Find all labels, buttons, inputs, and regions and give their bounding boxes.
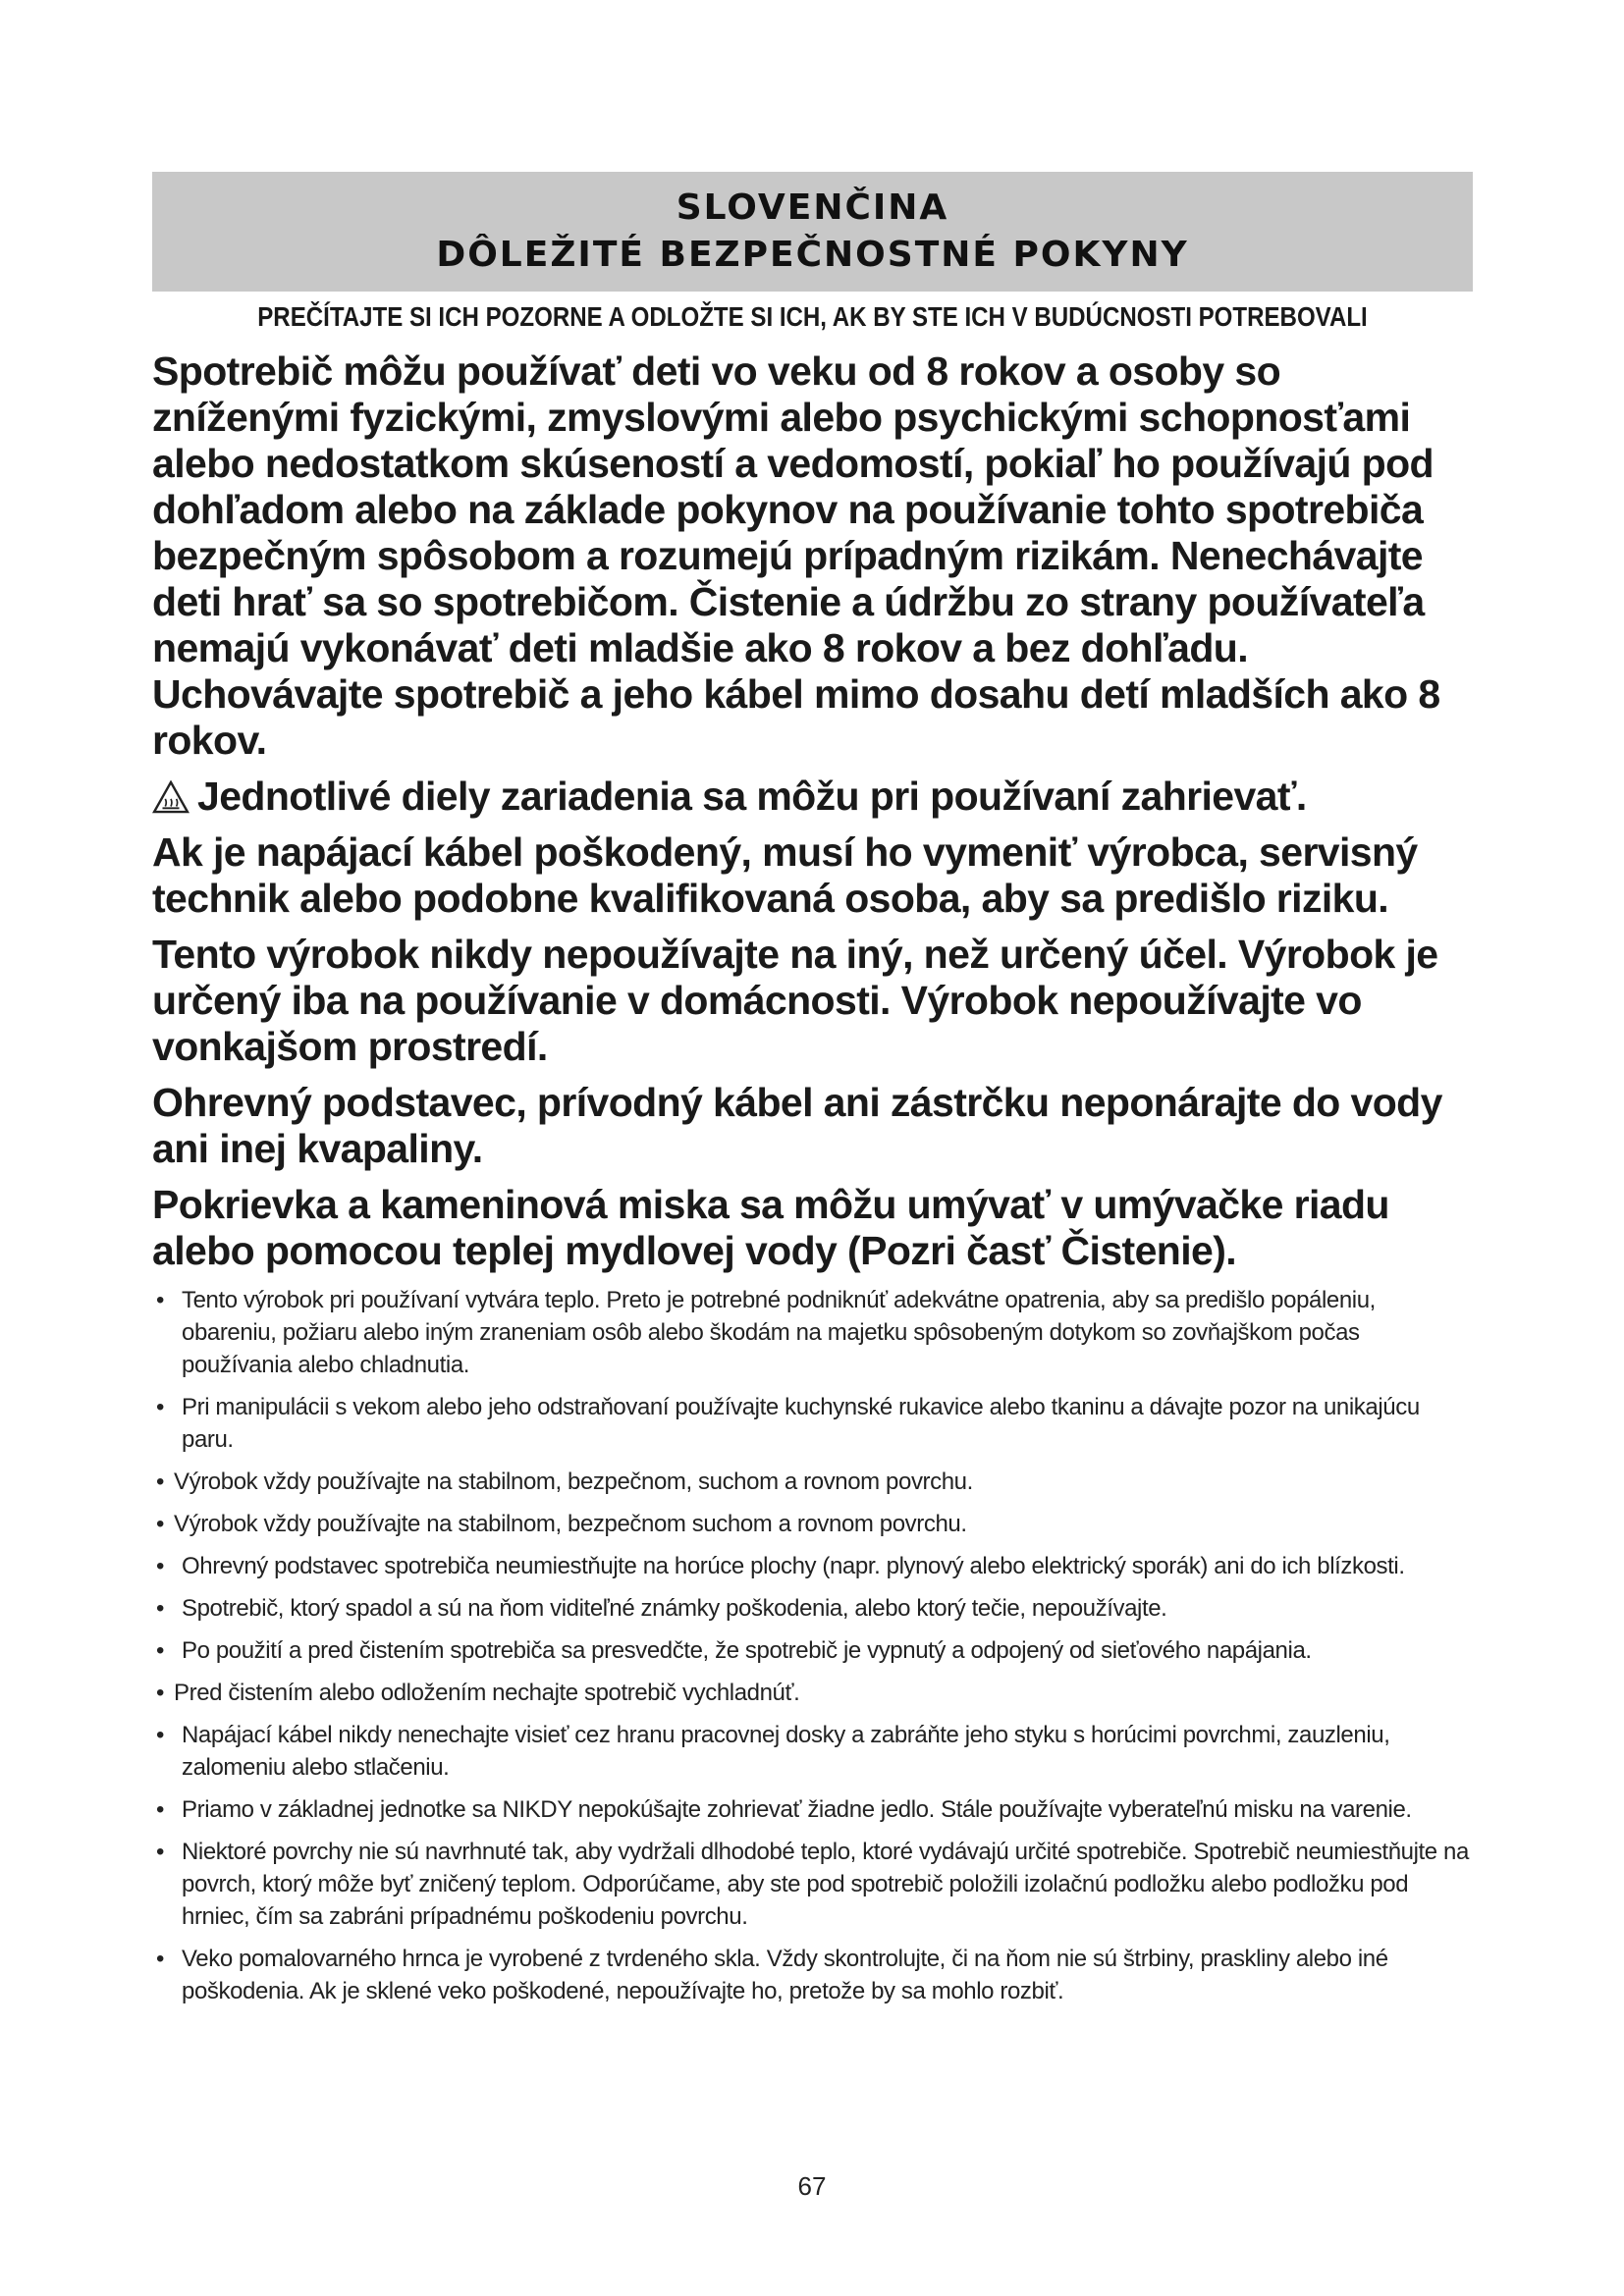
list-item: • Výrobok vždy používajte na stabilnom, bezpečnom, suchom a rovnom povrchu.	[156, 1468, 973, 1495]
hot-surface-warning-icon	[152, 780, 189, 814]
list-item: • Napájací kábel nikdy nenechajte visieť cez hranu pracovnej dosky a zabráňte jeho styku s horúcimi povrchmi, zauzleniu, zalomeniu alebo stlačeniu.	[156, 1722, 1390, 1781]
list-item: • Priamo v základnej jednotke sa NIKDY nepokúšajte zohrievať žiadne jedlo. Stále používajte vyberateľnú misku na varenie.	[156, 1796, 1412, 1823]
safety-bullet-list	[152, 1284, 1473, 2007]
list-item: • Niektoré povrchy nie sú navrhnuté tak, aby vydržali dlhodobé teplo, ktoré vydávajú určité spotrebiče. Spotrebič neumiestňujte na povrch, ktorý môže byť zničený teplom. Odporúčame, aby ste pod spotrebič položili izolačnú podložku alebo podložku pod hrniec, čím sa zabráni prípadnému poškodeniu povrchu.	[156, 1839, 1469, 1930]
language-title: SLOVENČINA	[676, 187, 949, 228]
paragraph-hot-parts	[152, 774, 1473, 820]
list-item: • Pred čistením alebo odložením nechajte spotrebič vychladnúť.	[156, 1680, 800, 1706]
page-number: 67	[797, 2171, 827, 2201]
hot-parts-text: Jednotlivé diely zariadenia sa môžu pri používaní zahrievať.	[197, 774, 1307, 819]
read-instructions-subtitle: PREČÍTAJTE SI ICH POZORNE A ODLOŽTE SI ICH, AK BY STE ICH V BUDÚCNOSTI POTREBOVALI	[257, 301, 1368, 332]
list-item: • Výrobok vždy používajte na stabilnom, bezpečnom suchom a rovnom povrchu.	[156, 1511, 967, 1537]
paragraph-children-usage: Spotrebič môžu používať deti vo veku od 8 rokov a osoby so zníženými fyzickými, zmyslovými alebo psychickými schopnosťami alebo nedostatkom skúseností a vedomostí, pokiaľ ho používajú pod dohľadom alebo na základe pokynov na používanie tohto spotrebiča bezpečným spôsobom a rozumejú prípadným rizikám. Nenechávajte deti hrať sa so spotrebičom. Čistenie a údržbu zo strany používateľa nemajú vykonávať deti mladšie ako 8 rokov a bez dohľadu. Uchovávajte spotrebič a jeho kábel mimo dosahu detí mladších ako 8 rokov.	[152, 348, 1440, 763]
list-item: • Ohrevný podstavec spotrebiča neumiestňujte na horúce plochy (napr. plynový alebo elektrický sporák) ani do ich blízkosti.	[156, 1553, 1405, 1579]
document-page	[152, 172, 1473, 2017]
list-item: • Tento výrobok pri používaní vytvára teplo. Preto je potrebné podniknúť adekvátne opatrenia, aby sa predišlo popáleniu, obareniu, požiaru alebo iným zraneniam osôb alebo škodám na majetku spôsobeným dotykom so zovňajškom počas používania alebo chladnutia.	[156, 1287, 1376, 1378]
paragraph-no-immersion: Ohrevný podstavec, prívodný kábel ani zástrčku neponárajte do vody ani inej kvapaliny.	[152, 1080, 1442, 1171]
list-item: • Spotrebič, ktorý spadol a sú na ňom viditeľné známky poškodenia, alebo ktorý tečie, nepoužívajte.	[156, 1595, 1167, 1622]
paragraph-dishwasher: Pokrievka a kameninová miska sa môžu umývať v umývačke riadu alebo pomocou teplej mydlovej vody (Pozri časť Čistenie).	[152, 1182, 1389, 1273]
safety-title: DÔLEŽITÉ BEZPEČNOSTNÉ POKYNY	[436, 235, 1189, 275]
paragraph-damaged-cable: Ak je napájací kábel poškodený, musí ho vymeniť výrobca, servisný technik alebo podobne kvalifikovaná osoba, aby sa predišlo riziku.	[152, 829, 1418, 921]
list-item: • Veko pomalovarného hrnca je vyrobené z tvrdeného skla. Vždy skontrolujte, či na ňom nie sú štrbiny, praskliny alebo iné poškodenia. Ak je sklené veko poškodené, nepoužívajte ho, pretože by sa mohlo rozbiť.	[156, 1946, 1388, 2004]
header-banner	[152, 172, 1473, 292]
list-item: • Po použití a pred čistením spotrebiča sa presvedčte, že spotrebič je vypnutý a odpojený od sieťového napájania.	[156, 1637, 1312, 1664]
paragraph-intended-use: Tento výrobok nikdy nepoužívajte na iný, než určený účel. Výrobok je určený iba na používanie v domácnosti. Výrobok nepoužívajte vo vonkajšom prostredí.	[152, 932, 1438, 1069]
list-item: • Pri manipulácii s vekom alebo jeho odstraňovaní používajte kuchynské rukavice alebo tkaninu a dávajte pozor na unikajúcu paru.	[156, 1394, 1420, 1453]
